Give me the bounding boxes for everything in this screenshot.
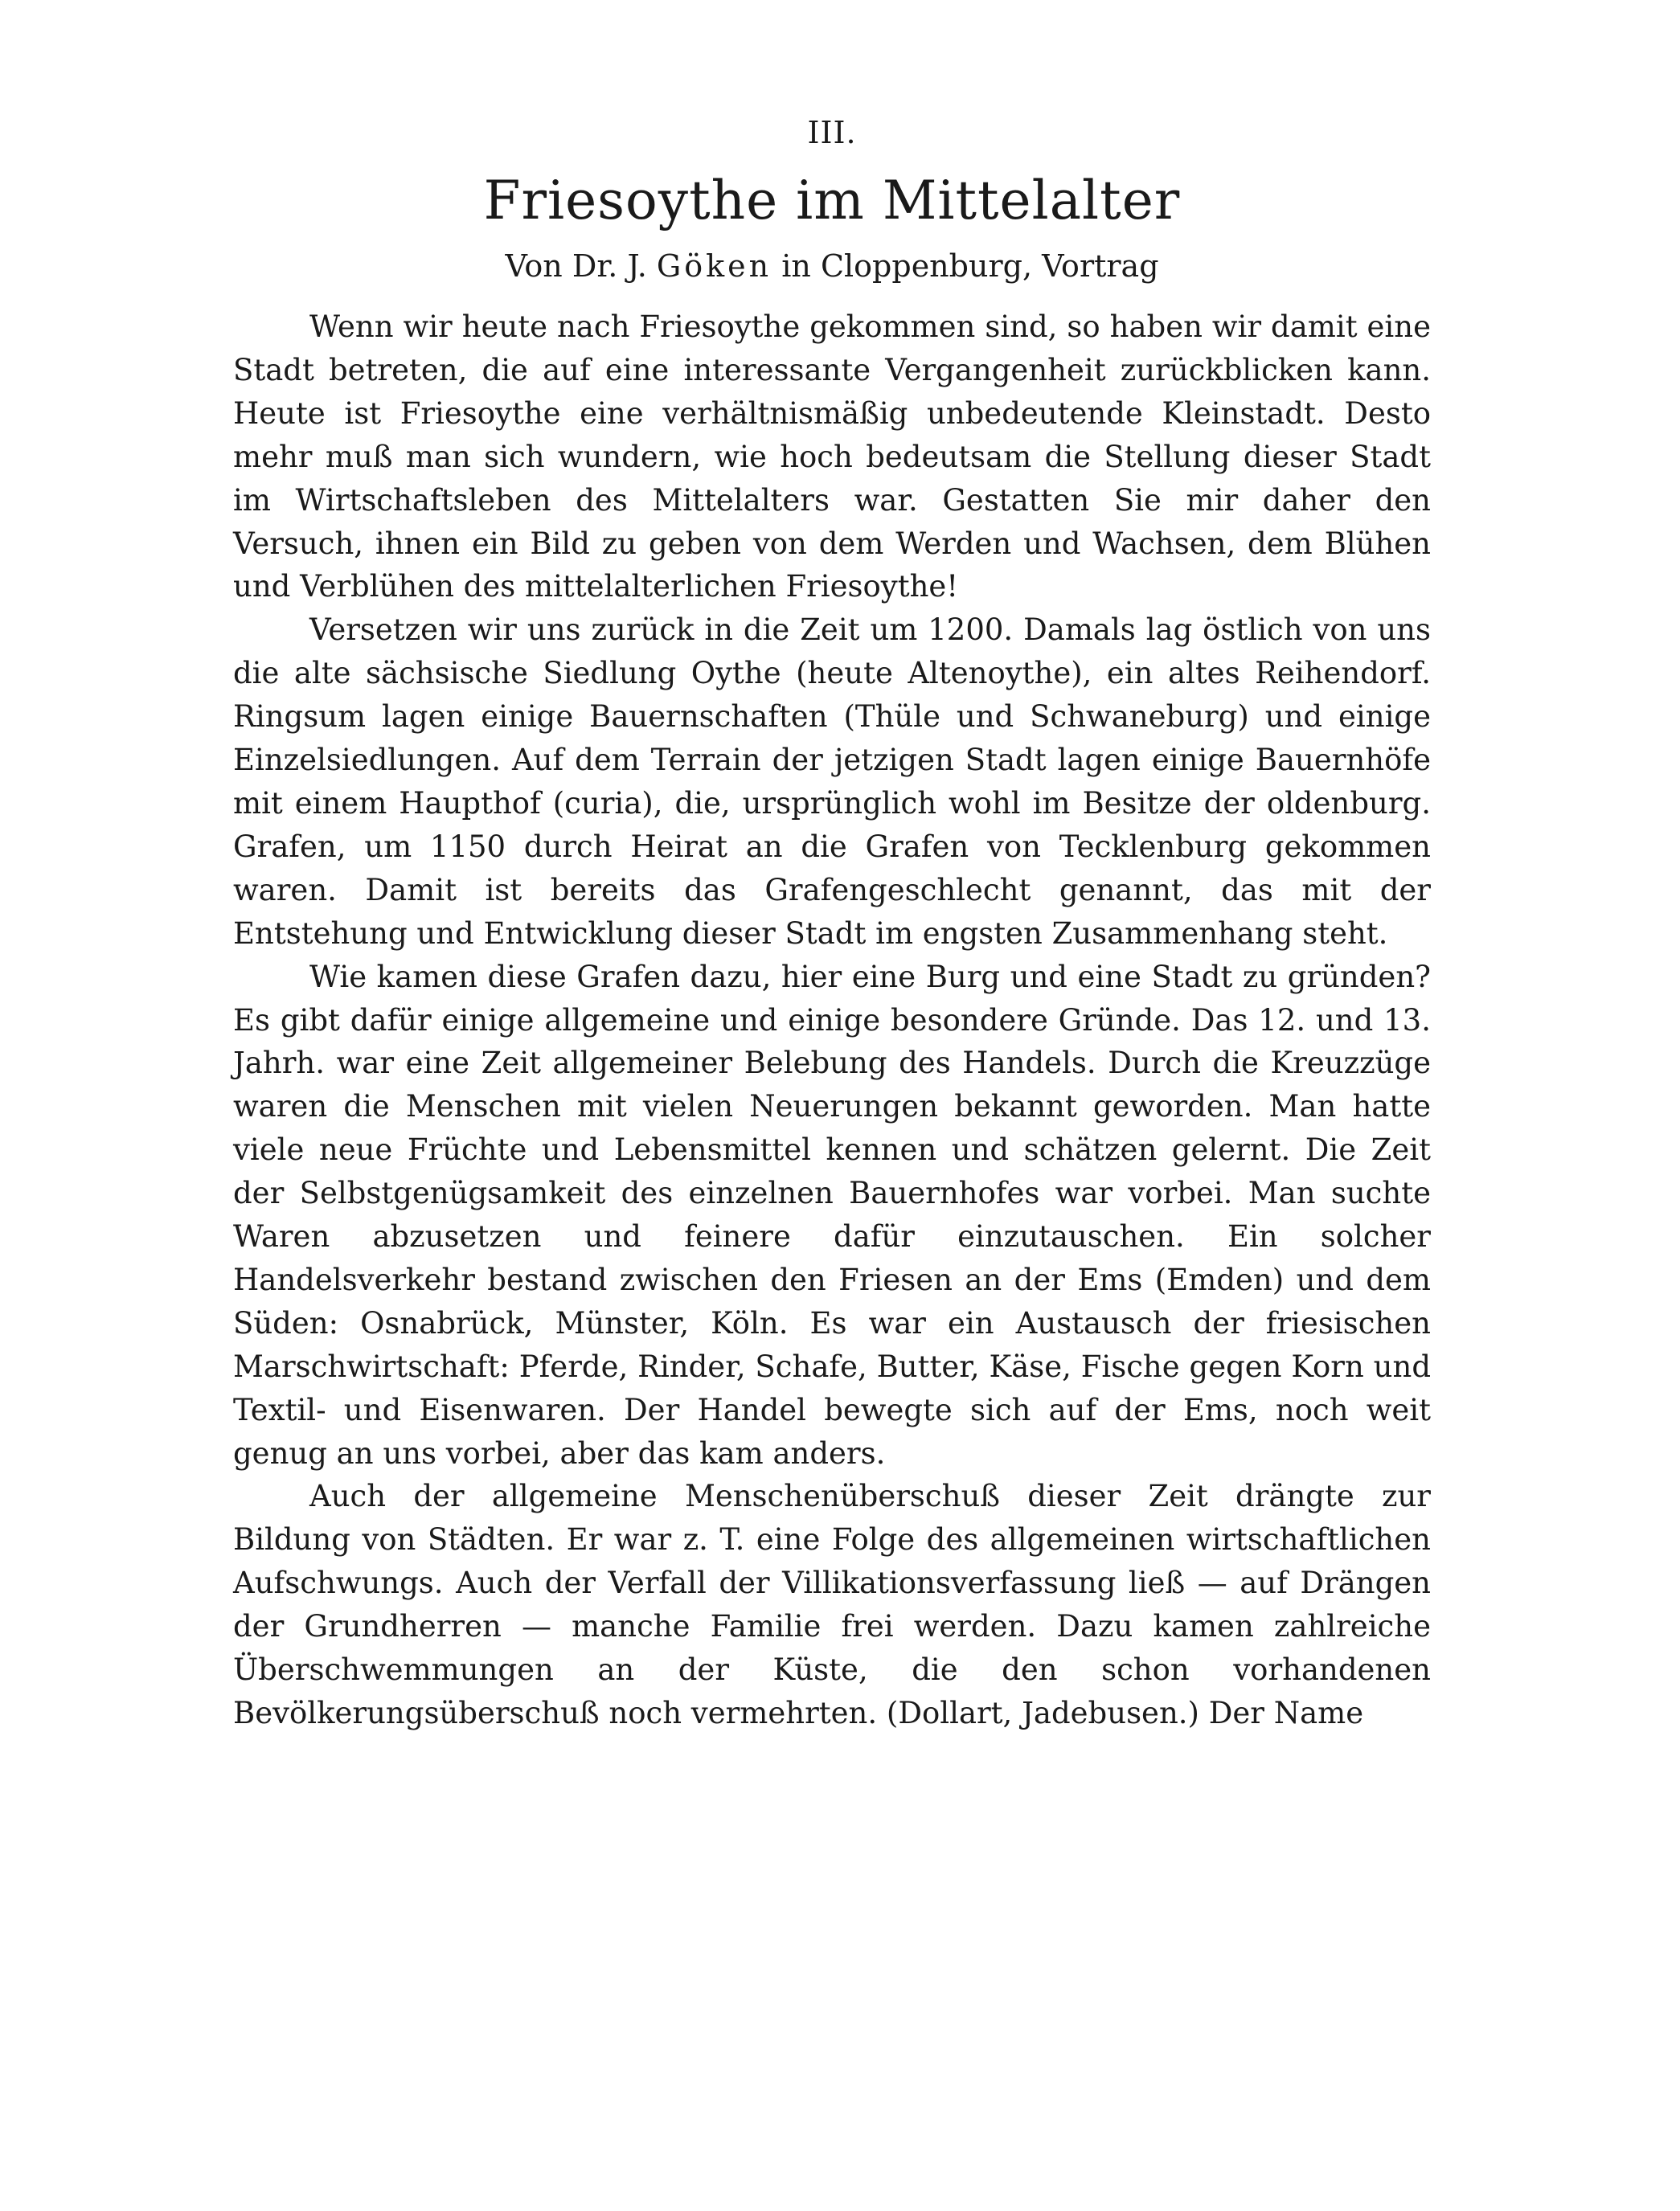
chapter-number: III. xyxy=(807,115,857,150)
byline xyxy=(233,246,1431,286)
paragraph-3: Wie kamen diese Grafen dazu, hier eine Burg und eine Stadt zu gründen? Es gibt dafür einige allgemeine und einige besondere Gründe. Das 12. und 13. Jahrh. war eine Zeit allgemeiner Belebung des Handels. Durch die Kreuzzüge waren die Menschen mit vielen Neuerungen bekannt geworden. Man hatte viele neue Früchte und Lebensmittel kennen und schätzen gelernt. Die Zeit der Selbstgenügsamkeit des einzelnen Bauernhofes war vorbei. Man suchte Waren abzusetzen und feinere dafür einzutauschen. Ein solcher Handelsverkehr bestand zwischen den Friesen an der Ems (Emden) und dem Süden: Osnabrück, Münster, Köln. Es war ein Austausch der friesischen Marschwirtschaft: Pferde, Rinder, Schafe, Butter, Käse, Fische gegen Korn und Textil- und Eisenwaren. Der Handel bewegte sich auf der Ems, noch weit genug an uns vorbei, aber das kam anders. xyxy=(233,959,1431,1471)
byline-author: Göken xyxy=(656,248,772,284)
paragraph-4: Auch der allgemeine Menschenüberschuß dieser Zeit drängte zur Bildung von Städten. Er war z. T. eine Folge des allgemeinen wirtschaftlichen Aufschwungs. Auch der Verfall der Villikationsverfassung ließ — auf Drängen der Grundherren — manche Familie frei werden. Dazu kamen zahlreiche Überschwemmungen an der Küste, die den schon vorhandenen Bevölkerungsüberschuß noch vermehrten. (Dollart, Jadebusen.) Der Name xyxy=(233,1479,1431,1730)
document-page xyxy=(233,113,1431,1735)
body-text xyxy=(233,305,1431,1735)
article-title: Friesoythe im Mittelalter xyxy=(483,170,1181,231)
byline-prefix: Von Dr. J. xyxy=(505,248,657,284)
byline-suffix: in Cloppenburg, Vortrag xyxy=(772,248,1159,284)
paragraph-1: Wenn wir heute nach Friesoythe gekommen sind, so haben wir damit eine Stadt betreten, die auf eine interessante Vergangenheit zurückblicken kann. Heute ist Friesoythe eine verhältnismäßig unbedeutende Kleinstadt. Desto mehr muß man sich wundern, wie hoch bedeutsam die Stellung dieser Stadt im Wirtschaftsleben des Mittelalters war. Gestatten Sie mir daher den Versuch, ihnen ein Bild zu geben von dem Werden und Wachsen, dem Blühen und Verblühen des mittelalterlichen Friesoythe! xyxy=(233,309,1431,604)
paragraph-2: Versetzen wir uns zurück in die Zeit um 1200. Damals lag östlich von uns die alte sächsische Siedlung Oythe (heute Altenoythe), ein altes Reihendorf. Ringsum lagen einige Bauernschaften (Thüle und Schwaneburg) und einige Einzelsiedlungen. Auf dem Terrain der jetzigen Stadt lagen einige Bauernhöfe mit einem Haupthof (curia), die, ursprünglich wohl im Besitze der oldenburg. Grafen, um 1150 durch Heirat an die Grafen von Tecklenburg gekommen waren. Damit ist bereits das Grafengeschlecht genannt, das mit der Entstehung und Entwicklung dieser Stadt im engsten Zusammenhang steht. xyxy=(233,612,1431,951)
